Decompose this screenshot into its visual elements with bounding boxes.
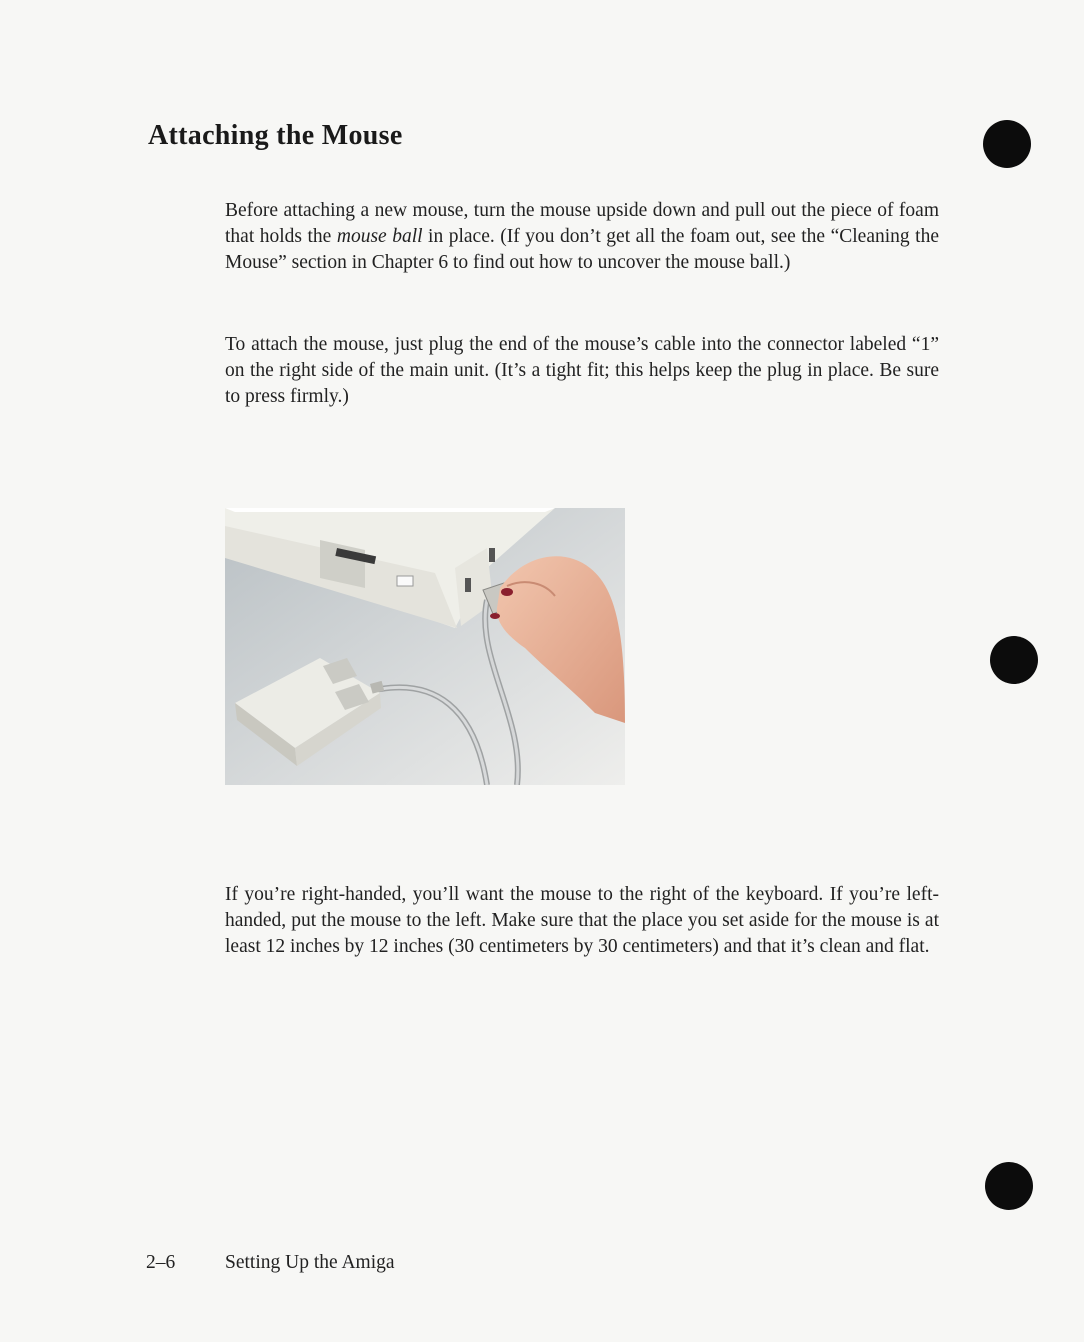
- section-title: Attaching the Mouse: [148, 120, 403, 151]
- paragraph-text-after-italic: in place. (If you don’t get all the foam out, see the “Cleaning the Mouse” section in Chapter 6 to find out how to uncover the mouse ball.): [225, 226, 939, 273]
- binder-hole-bottom: [985, 1162, 1033, 1210]
- photo-plugging-in-mouse: [225, 508, 625, 785]
- running-footer: Setting Up the Amiga: [225, 1252, 395, 1273]
- mouse-connection-illustration: [225, 508, 625, 785]
- binder-hole-middle: [990, 636, 1038, 684]
- paragraph-text-before-italic: Before attaching a new mouse, turn the mouse upside down and pull out the piece of foam that holds the: [225, 200, 939, 247]
- paragraph-foam-removal: [225, 198, 939, 276]
- italic-term-mouse-ball: mouse ball: [336, 226, 423, 247]
- page-number: 2–6: [146, 1252, 176, 1273]
- binder-hole-top: [983, 120, 1031, 168]
- paragraph-mouse-placement: If you’re right-handed, you’ll want the mouse to the right of the keyboard. If you’re left-handed, put the mouse to the left. Make sure that the place you set aside for the mouse is at least 12 inches by 12 inches (30 centimeters by 30 centimeters) and that it’s clean and flat.: [225, 884, 939, 957]
- paragraph-attach-instructions: To attach the mouse, just plug the end of the mouse’s cable into the connector labeled “1” on the right side of the main unit. (It’s a tight fit; this helps keep the plug in place. Be sure to press firmly.): [225, 334, 939, 407]
